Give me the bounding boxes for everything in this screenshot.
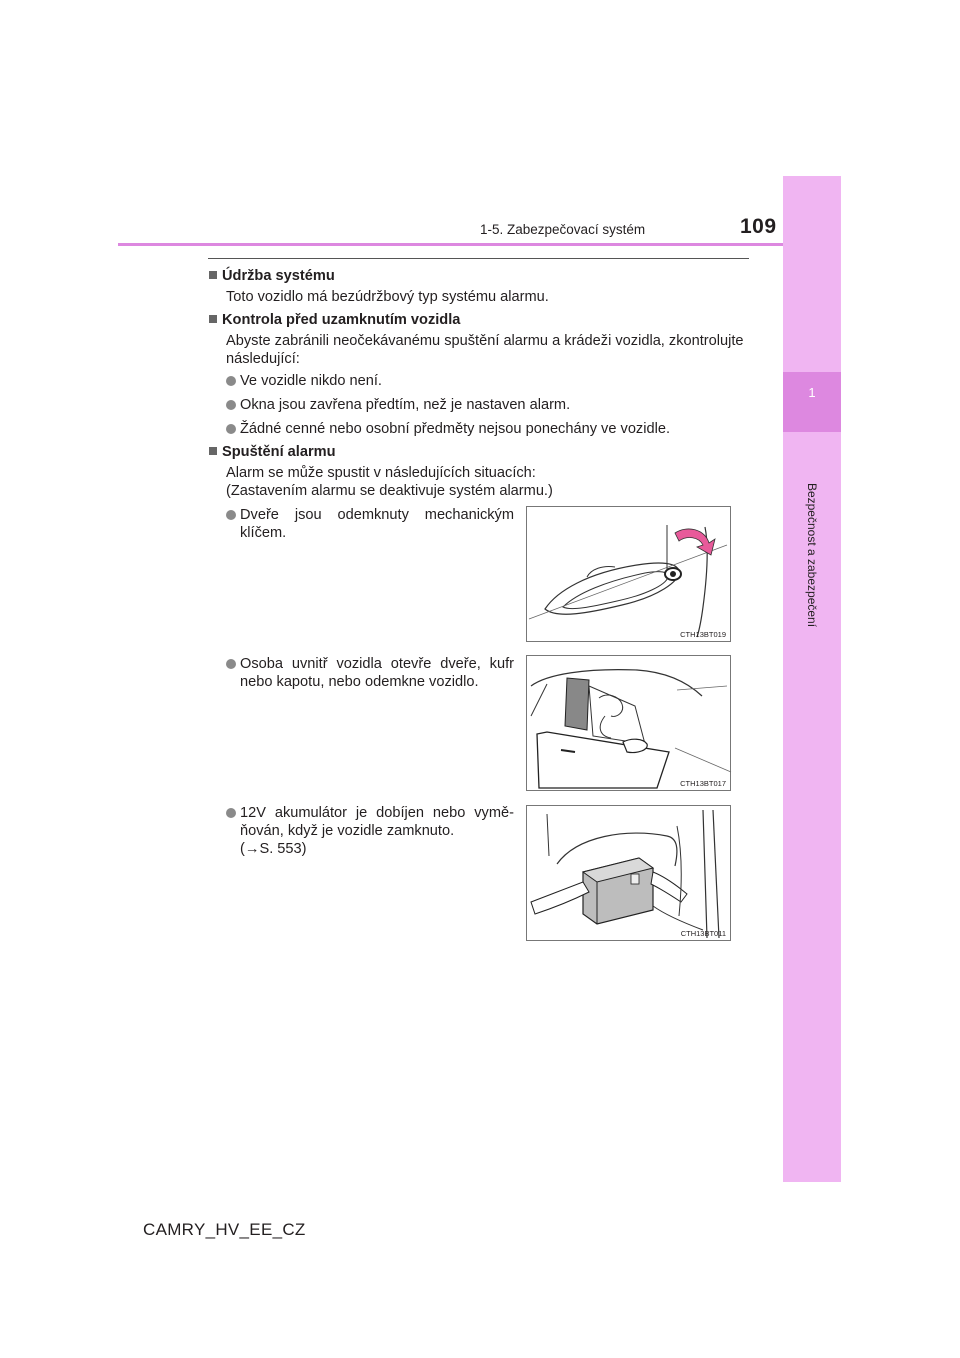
check-text-line2: následující: — [226, 351, 300, 367]
round-bullet-icon — [226, 376, 236, 386]
section-title: 1-5. Zabezpečovací systém — [480, 222, 646, 237]
figure-code: CTH13BT017 — [680, 779, 726, 788]
check-bullet-2: Okna jsou zavřena předtím, než je nastaven alarm. — [226, 396, 570, 414]
page-number: 109 — [740, 215, 777, 238]
trigger-item-1: Dveře jsou odemknuty mechanickým klíčem. — [226, 506, 514, 542]
maintenance-text: Toto vozidlo má bezúdržbový typ systému alarmu. — [226, 289, 549, 305]
chapter-tab-active[interactable] — [783, 372, 841, 432]
square-bullet-icon — [209, 271, 217, 279]
check-bullet-1: Ve vozidle nikdo není. — [226, 372, 382, 390]
round-bullet-icon — [226, 424, 236, 434]
trigger-text-line2: (Zastavením alarmu se deaktivuje systém alarmu.) — [226, 483, 553, 499]
maintenance-heading: Údržba systému — [209, 267, 335, 285]
check-heading: Kontrola před uzamknutím vozidla — [209, 311, 460, 329]
trigger-item-3: 12V akumulátor je dobíjen nebo vymě- ňován, když je vozidle zamknuto. (→S. 553) — [226, 804, 514, 858]
car-interior-illustration — [527, 656, 732, 792]
round-bullet-icon — [226, 808, 236, 818]
chapter-title: Bezpečnost a zabezpečení — [805, 482, 819, 628]
chapter-number: 1 — [808, 385, 816, 400]
figure-door-key-unlock — [526, 506, 731, 642]
trigger-item-2: Osoba uvnitř vozidla otevře dveře, kufr nebo kapotu, nebo odemkne vozidlo. — [226, 655, 514, 691]
figure-code: CTH13BT011 — [680, 929, 726, 938]
round-bullet-icon — [226, 659, 236, 669]
figure-person-opens-door — [526, 655, 731, 791]
chapter-side-tab — [783, 176, 841, 1182]
door-handle-key-illustration — [527, 507, 732, 643]
header-divider — [118, 243, 783, 246]
figure-code: CTH13BT019 — [680, 630, 726, 639]
check-bullet-3: Žádné cenné nebo osobní předměty nejsou ponechány ve vozidle. — [226, 420, 670, 438]
trigger-text-line1: Alarm se může spustit v následujících situacích: — [226, 465, 536, 481]
round-bullet-icon — [226, 510, 236, 520]
round-bullet-icon — [226, 400, 236, 410]
figure-battery-replacement — [526, 805, 731, 941]
model-code: CAMRY_HV_EE_CZ — [143, 1220, 306, 1239]
content-divider — [208, 258, 749, 259]
trigger-heading: Spuštění alarmu — [209, 443, 336, 461]
square-bullet-icon — [209, 447, 217, 455]
battery-illustration — [527, 806, 732, 942]
check-text-line1: Abyste zabránili neočekávanému spuštění alarmu a krádeži vozidla, zkontrolujte — [226, 333, 744, 349]
square-bullet-icon — [209, 315, 217, 323]
